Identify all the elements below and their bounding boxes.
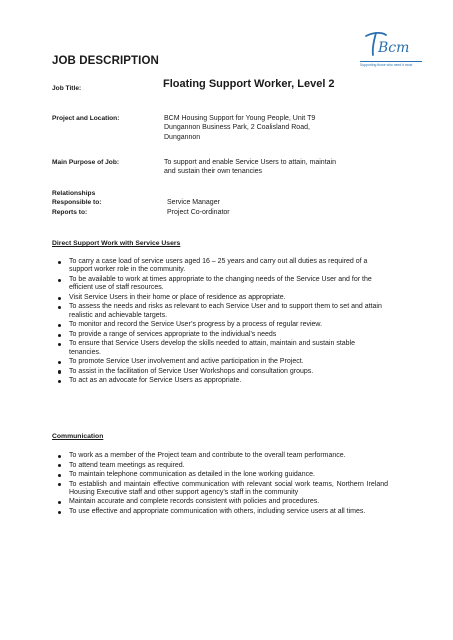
list-item: Maintain accurate and complete records consistent with policies and procedures.	[52, 498, 388, 506]
purpose-line: To support and enable Service Users to attain, maintain	[164, 159, 336, 166]
list-item: Visit Service Users in their home or place of residence as appropriate.	[52, 294, 388, 302]
list-item: To be available to work at times appropriate to the changing needs of the Service User and for the efficient use of staff resources.	[52, 276, 388, 293]
project-line: BCM Housing Support for Young People, Unit T9	[164, 115, 316, 122]
communication-list	[52, 452, 388, 517]
reports-label: Reports to:	[52, 208, 88, 216]
list-item: To assess the needs and risks as relevant to each Service User and to support them to set and attain realistic and achievable targets.	[52, 303, 388, 320]
list-item: To work as a member of the Project team and contribute to the overall team performance.	[52, 452, 388, 460]
purpose-line: and sustain their own tenancies	[164, 168, 263, 176]
direct-support-heading: Direct Support Work with Service Users	[52, 240, 181, 247]
list-item: To act as an advocate for Service Users as appropriate.	[52, 377, 388, 385]
purpose-value	[164, 158, 394, 177]
page-title: JOB DESCRIPTION	[52, 55, 159, 67]
project-label: Project and Location:	[52, 115, 120, 122]
purpose-label: Main Purpose of Job:	[52, 159, 120, 166]
relationships-heading: Relationships	[52, 190, 96, 197]
list-item: To establish and maintain effective communication with relevant social work teams, Northern Ireland Housing Executive staff and other support agency’s staff in the community	[52, 481, 388, 498]
project-line: Dungannon Business Park, 2 Coalisland Road,	[164, 124, 310, 132]
responsible-label: Responsible to:	[52, 199, 102, 207]
list-item: To attend team meetings as required.	[52, 462, 388, 470]
list-item: To carry a case load of service users aged 16 – 25 years and carry out all duties as required of a support worker role in the community.	[52, 258, 388, 275]
list-item: To monitor and record the Service User’s progress by a process of regular review.	[52, 321, 388, 329]
bcm-logo	[360, 30, 422, 66]
list-item: To maintain telephone communication as detailed in the lone working guidance.	[52, 471, 388, 479]
logo-text: Bcm	[378, 40, 410, 56]
responsible-value: Service Manager	[167, 199, 220, 207]
job-title-label: Job Title:	[52, 85, 82, 92]
reports-value: Project Co-ordinator	[167, 208, 230, 216]
bcm-logo-mark	[360, 30, 422, 60]
project-line: Dungannon	[164, 133, 201, 141]
list-item: To ensure that Service Users develop the skills needed to attain, maintain and sustain stable tenancies.	[52, 340, 388, 357]
list-item: To provide a range of services appropriate to the individual’s needs	[52, 331, 388, 339]
job-title-value: Floating Support Worker, Level 2	[163, 78, 335, 90]
list-item: To promote Service User involvement and active participation in the Project.	[52, 358, 388, 366]
logo-tagline: Supporting those who need it most	[360, 61, 422, 67]
communication-heading: Communication	[52, 433, 104, 440]
direct-support-list	[52, 258, 388, 387]
project-value	[164, 114, 394, 142]
list-item: To assist in the facilitation of Service User Workshops and consultation groups.	[52, 368, 388, 376]
list-item: To use effective and appropriate communication with others, including service users at all times.	[52, 508, 388, 516]
